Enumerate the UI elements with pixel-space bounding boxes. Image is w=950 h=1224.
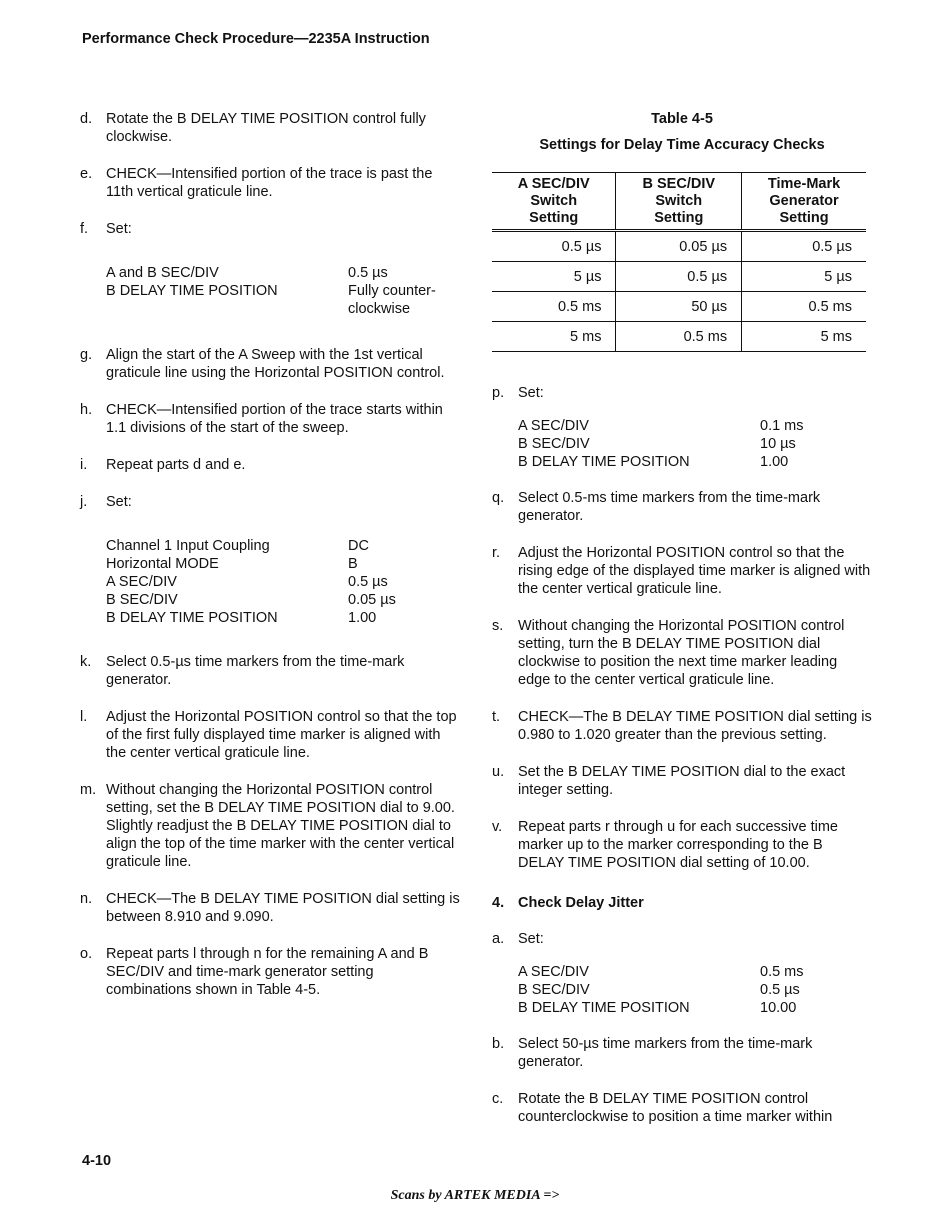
table-row	[492, 322, 866, 352]
table-cell: 5 µs	[742, 262, 866, 292]
step-d: d. Rotate the B DELAY TIME POSITION control fully clockwise.	[80, 111, 426, 145]
right-column	[492, 110, 872, 1145]
step-e: e. CHECK—Intensified portion of the trace is past the 11th vertical graticule line.	[80, 166, 433, 200]
table-cell: 0.5 µs	[742, 231, 866, 262]
step-r: r. Adjust the Horizontal POSITION control so that the rising edge of the displayed time marker is aligned with the center vertical graticule line.	[492, 545, 871, 597]
page-number: 4-10	[82, 1153, 112, 1169]
table-cell: 5 ms	[742, 322, 866, 352]
settings-table	[492, 172, 866, 352]
scan-credit: Scans by ARTEK MEDIA =>	[390, 1188, 560, 1203]
page-header: Performance Check Procedure—2235A Instruction	[82, 31, 430, 47]
step-k: k. Select 0.5-µs time markers from the time-mark generator.	[80, 654, 405, 688]
setting-row: B SEC/DIV 10 µs	[518, 436, 796, 452]
step-q: q. Select 0.5-ms time markers from the time-mark generator.	[492, 490, 821, 524]
table-subtitle: Settings for Delay Time Accuracy Checks	[539, 137, 825, 153]
step-p: p. Set:	[492, 385, 544, 401]
table-row	[492, 231, 866, 262]
step-i: i. Repeat parts d and e.	[80, 457, 246, 473]
table-cell: 0.5 ms	[742, 292, 866, 322]
step-c: c. Rotate the B DELAY TIME POSITION control counterclockwise to position a time marker within	[492, 1091, 833, 1125]
table-cell: 0.5 µs	[492, 231, 616, 262]
step-b: b. Select 50-µs time markers from the time-mark generator.	[492, 1036, 813, 1070]
setting-row: A SEC/DIV 0.5 µs	[106, 574, 388, 590]
table-row	[492, 292, 866, 322]
step-t: t. CHECK—The B DELAY TIME POSITION dial setting is 0.980 to 1.020 greater than the previous setting.	[492, 709, 872, 743]
setting-row: A SEC/DIV 0.1 ms	[518, 418, 804, 434]
step-o: o. Repeat parts l through n for the remaining A and B SEC/DIV and time-mark generator setting combinations shown in Table 4-5.	[80, 946, 429, 998]
table-cell: 0.05 µs	[616, 231, 742, 262]
table-header-row	[492, 173, 866, 231]
setting-row: B SEC/DIV 0.05 µs	[106, 592, 396, 608]
step-l: l. Adjust the Horizontal POSITION control so that the top of the first fully displayed time marker is aligned with the center vertical graticule line.	[80, 709, 457, 761]
table-header-cell: Time-Mark Generator Setting	[742, 173, 866, 231]
table-cell: 0.5 ms	[492, 292, 616, 322]
setting-row: B DELAY TIME POSITION 1.00	[518, 454, 789, 470]
setting-row: B DELAY TIME POSITION 10.00	[518, 1000, 797, 1016]
table-cell: 5 µs	[492, 262, 616, 292]
left-column	[80, 110, 460, 1018]
table-title: Table 4-5	[651, 111, 713, 127]
step-g: g. Align the start of the A Sweep with the 1st vertical graticule line using the Horizontal POSITION control.	[80, 347, 445, 381]
setting-row: Channel 1 Input Coupling DC	[106, 538, 369, 554]
step-j: j. Set:	[80, 494, 132, 510]
setting-row: A SEC/DIV 0.5 ms	[518, 964, 804, 980]
step-m: m. Without changing the Horizontal POSITION control setting, set the B DELAY TIME POSITION dial to 9.00. Slightly readjust the B DELAY TIME POSITION dial to align the top of the time marker with the center vertical graticule line.	[80, 782, 455, 870]
table-header-cell: B SEC/DIV Switch Setting	[616, 173, 742, 231]
section-heading: 4. Check Delay Jitter	[492, 895, 644, 911]
table-row	[492, 262, 866, 292]
table-cell: 0.5 ms	[616, 322, 742, 352]
setting-row: B DELAY TIME POSITION Fully counter-clockwise	[106, 283, 436, 317]
settings-a	[518, 963, 872, 1017]
step-s: s. Without changing the Horizontal POSITION control setting, turn the B DELAY TIME POSITION dial clockwise to position the next time marker leading edge to the center vertical graticule line.	[492, 618, 845, 688]
settings-f	[106, 264, 460, 318]
step-n: n. CHECK—The B DELAY TIME POSITION dial setting is between 8.910 and 9.090.	[80, 891, 460, 925]
settings-p	[518, 417, 872, 471]
step-h: h. CHECK—Intensified portion of the trace starts within 1.1 divisions of the start of the sweep.	[80, 402, 443, 436]
table-cell: 0.5 µs	[616, 262, 742, 292]
table-cell: 5 ms	[492, 322, 616, 352]
table-header-cell: A SEC/DIV Switch Setting	[492, 173, 616, 231]
setting-row: B SEC/DIV 0.5 µs	[518, 982, 800, 998]
setting-row: A and B SEC/DIV 0.5 µs	[106, 265, 388, 281]
settings-j	[106, 537, 460, 627]
step-u: u. Set the B DELAY TIME POSITION dial to the exact integer setting.	[492, 764, 846, 798]
step-v: v. Repeat parts r through u for each successive time marker up to the marker corresponding to the B DELAY TIME POSITION dial setting of 10.00.	[492, 819, 838, 871]
table-cell: 50 µs	[616, 292, 742, 322]
setting-row: B DELAY TIME POSITION 1.00	[106, 610, 377, 626]
step-a: a. Set:	[492, 931, 544, 947]
setting-row: Horizontal MODE B	[106, 556, 358, 572]
step-f: f. Set:	[80, 221, 132, 237]
